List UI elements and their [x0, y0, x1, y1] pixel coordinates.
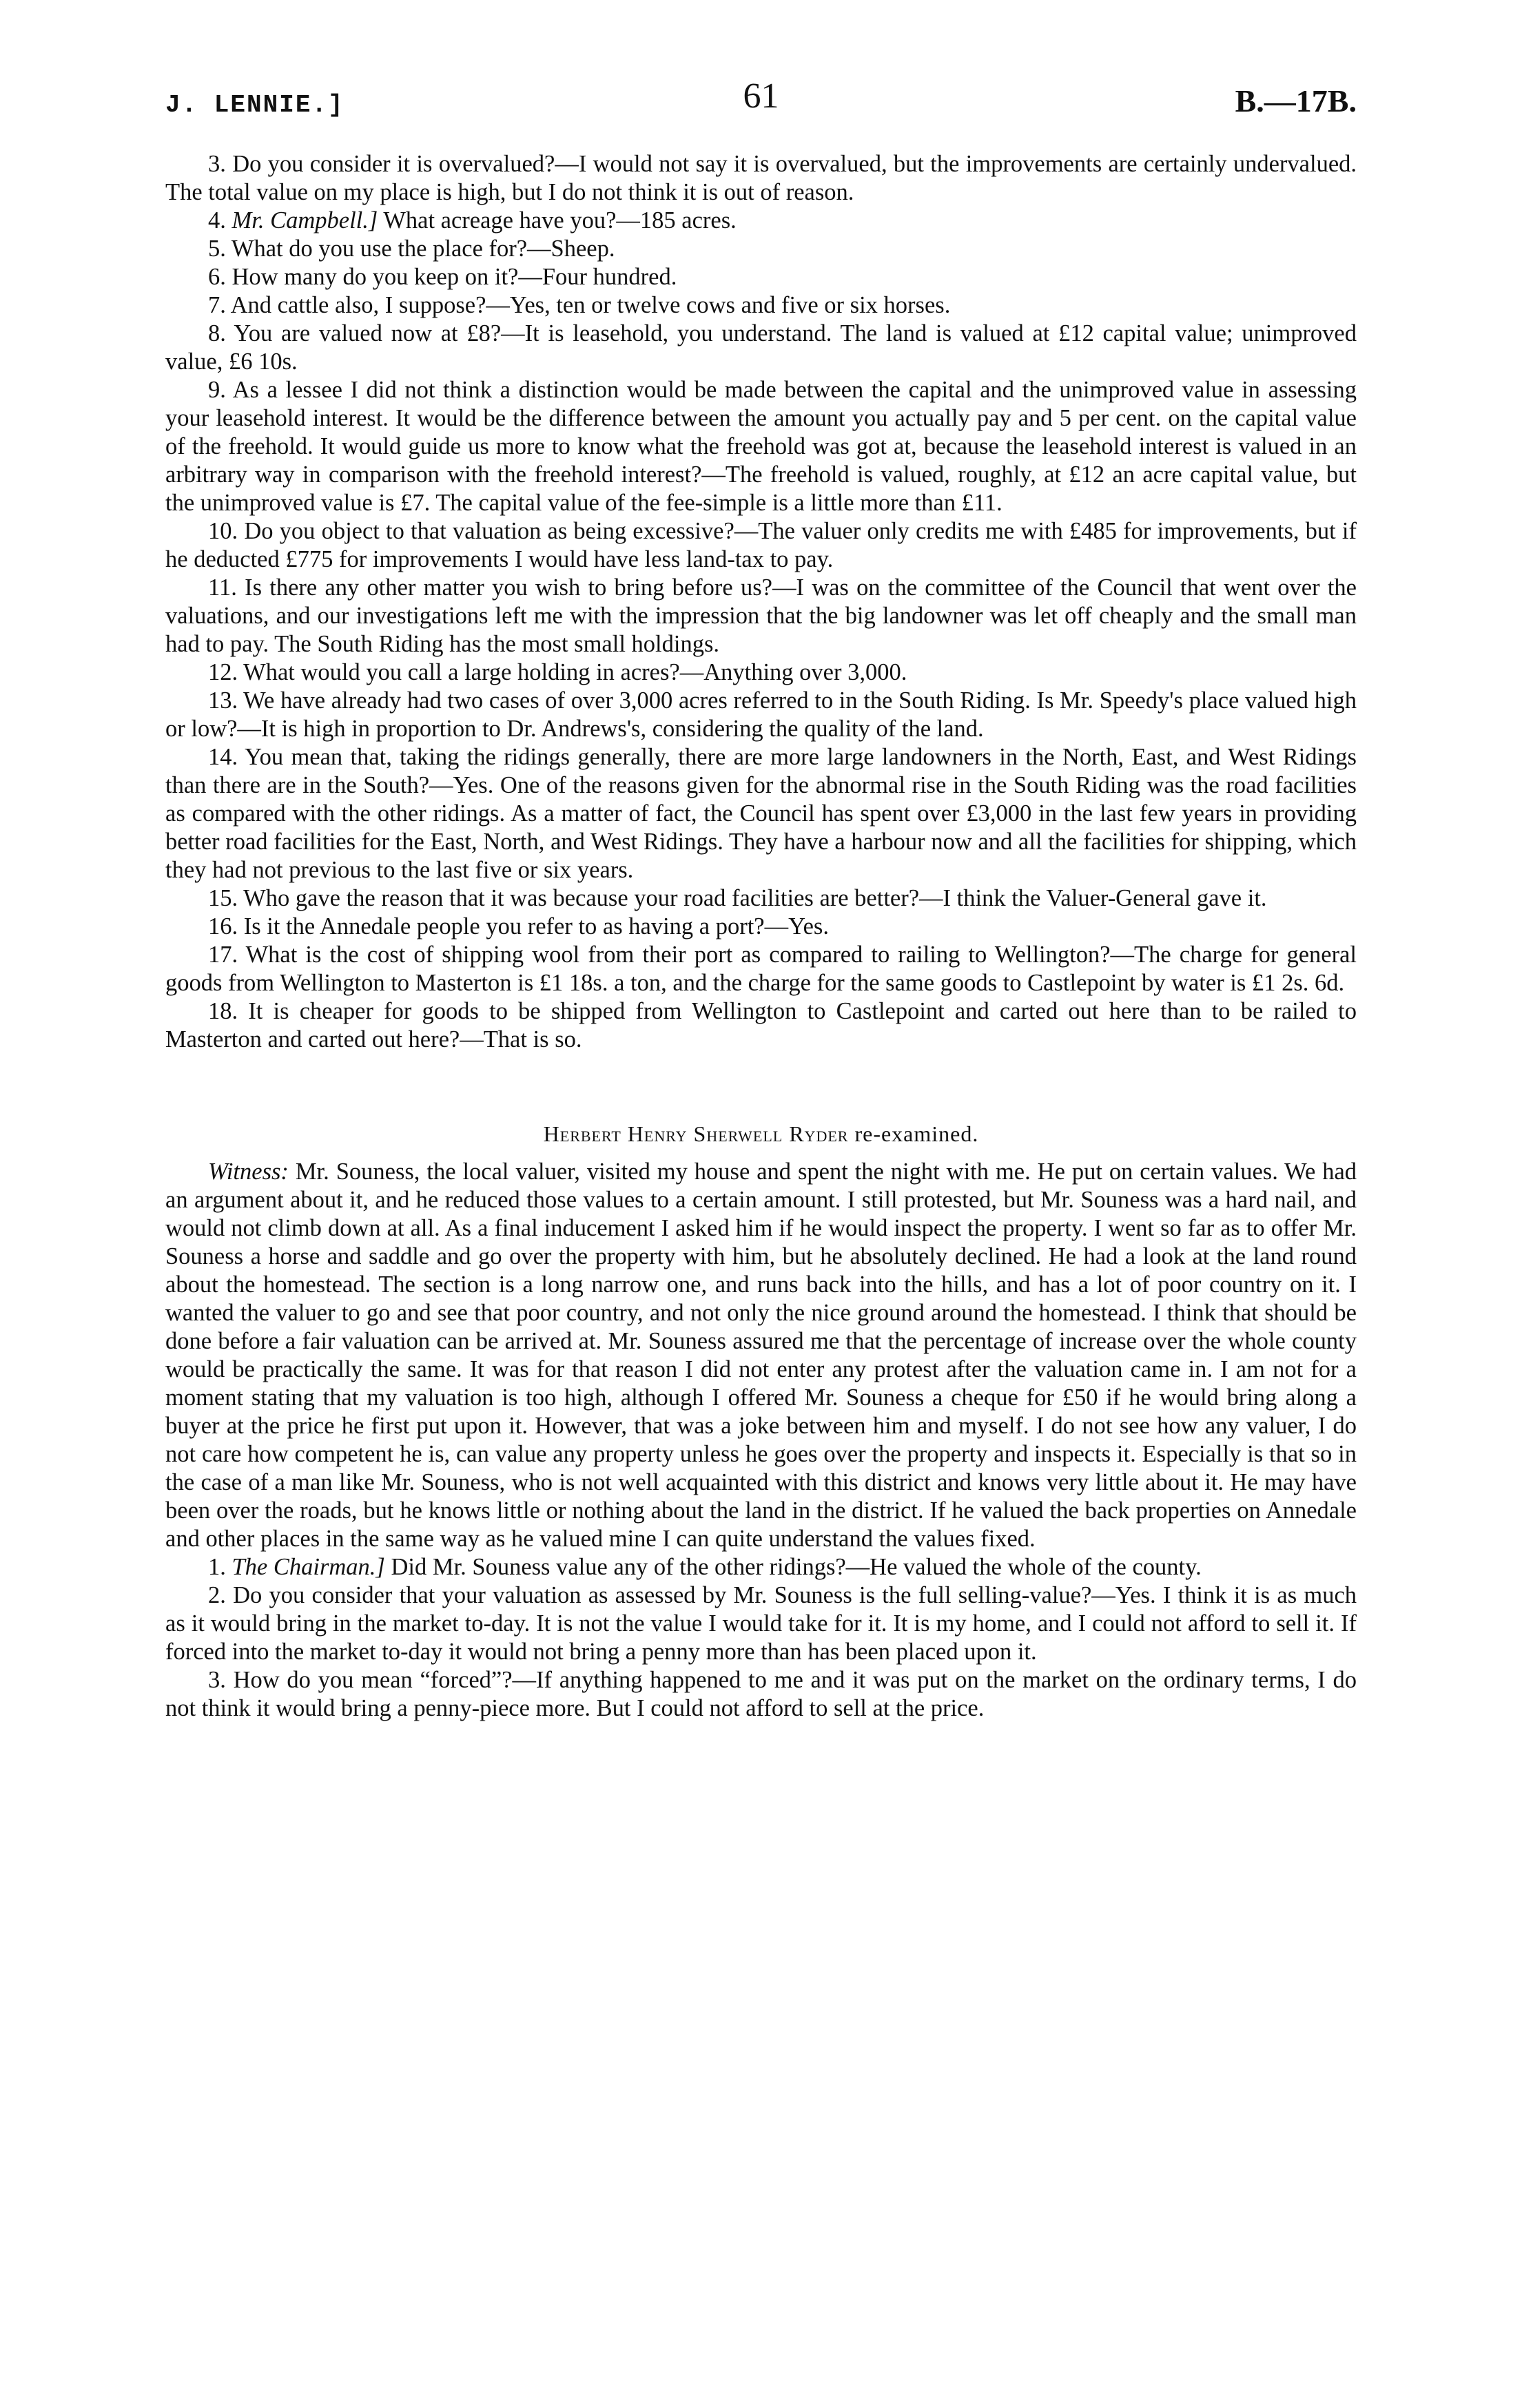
- speaker-name: Mr. Campbell.]: [232, 207, 378, 233]
- question-number: 4.: [208, 207, 226, 233]
- witness-heading: [165, 1120, 1357, 1148]
- question-text: And cattle also, I suppose?—Yes, ten or twelve cows and five or six horses.: [230, 292, 951, 318]
- question-text: What acreage have you?—185 acres.: [383, 207, 737, 233]
- question-paragraph: [165, 150, 1357, 207]
- question-paragraph: [165, 263, 1357, 291]
- question-number: 17.: [208, 942, 238, 968]
- question-number: 15.: [208, 885, 238, 911]
- question-text: What would you call a large holding in acres?—Anything over 3,000.: [243, 659, 907, 685]
- question-number: 16.: [208, 913, 238, 940]
- question-text: What is the cost of shipping wool from their port as compared to railing to Wellington?—The charge for general goods from Wellington to Masterton is £1 18s. a ton, and the charge for the same goods to Castlepoint by water is £1 2s. 6d.: [165, 942, 1357, 996]
- question-number: 11.: [208, 574, 237, 601]
- question-number: 10.: [208, 518, 238, 544]
- question-paragraph: [165, 687, 1357, 743]
- question-number: 1.: [208, 1554, 226, 1580]
- question-paragraph: [165, 997, 1357, 1054]
- question-paragraph: [165, 658, 1357, 687]
- question-text: You mean that, taking the ridings generally, there are more large landowners in the North, East, and West Ridings than there are in the South?—Yes. One of the reasons given for the abnormal rise in the South Riding was the road facilities as compared with the other ridings. As a matter of fact, the Council has spent over £3,000 in the last few years in providing better road facilities for the East, North, and West Ridings. They have a harbour now and all the facilities for shipping, which they had not previous to the last five or six years.: [165, 744, 1357, 883]
- question-number: 7.: [208, 292, 226, 318]
- question-paragraph: [165, 1666, 1357, 1723]
- question-paragraph: [165, 574, 1357, 658]
- question-paragraph: [165, 291, 1357, 320]
- question-number: 6.: [208, 264, 226, 290]
- question-paragraph: [165, 1581, 1357, 1666]
- question-paragraph: [165, 743, 1357, 884]
- question-number: 5.: [208, 236, 226, 262]
- question-paragraph: [165, 376, 1357, 517]
- witness-heading-suffix: re-examined.: [854, 1121, 979, 1146]
- question-paragraph: [165, 913, 1357, 941]
- question-number: 8.: [208, 320, 226, 346]
- question-paragraph: [165, 884, 1357, 913]
- question-text: Do you consider that your valuation as assessed by Mr. Souness is the full selling-value?—Yes. I think it is as much as it would bring in the market to-day. It is not the value I would take for it. It is my home, and I could not afford to sell it. If forced into the market to-day it would not bring a penny more than has been placed upon it.: [165, 1582, 1357, 1665]
- question-text: Is it the Annedale people you refer to as having a port?—Yes.: [243, 913, 829, 940]
- question-text: It is cheaper for goods to be shipped from Wellington to Castlepoint and carted out here than to be railed to Masterton and carted out here?—That is so.: [165, 998, 1357, 1052]
- witness-statement-text: Mr. Souness, the local valuer, visited my house and spent the night with me. He put on certain values. We had an argument about it, and he reduced those values to a certain amount. I still protested, but Mr. Souness was a hard nail, and would not climb down at all. As a final inducement I asked him if he would inspect the property. I went so far as to offer Mr. Souness a horse and saddle and go over the property with him, but he absolutely declined. He had a look at the land round about the homestead. The section is a long narrow one, and runs back into the hills, and has a lot of poor country on it. I wanted the valuer to go and see that poor country, and not only the nice ground around the homestead. I think that should be done before a fair valuation can be arrived at. Mr. Souness assured me that the percentage of increase over the whole county would be practically the same. It was for that reason I did not enter any protest after the valuation came in. I am not for a moment stating that my valuation is too high, although I offered Mr. Souness a cheque for £50 if he would bring along a buyer at the price he first put upon it. However, that was a joke between him and myself. I do not see how any valuer, I do not care how competent he is, can value any property unless he goes over the property and inspects it. Especially is that so in the case of a man like Mr. Souness, who is not well acquainted with this district and knows very little about it. He may have been over the roads, but he knows little or nothing about the land in the district. If he valued the back properties on Annedale and other places in the same way as he valued mine I can quite understand the values fixed.: [165, 1159, 1357, 1552]
- question-text: You are valued now at £8?—It is leasehold, you understand. The land is valued at £12 capital value; unimproved value, £6 10s.: [165, 320, 1357, 375]
- question-number: 3.: [208, 1667, 226, 1693]
- question-text: Is there any other matter you wish to bring before us?—I was on the committee of the Council that went over the valuations, and our investigations left me with the impression that the big landowner was let off cheaply and the small man had to pay. The South Riding has the most small holdings.: [165, 574, 1357, 657]
- question-text: Did Mr. Souness value any of the other ridings?—He valued the whole of the county.: [391, 1554, 1202, 1580]
- question-number: 12.: [208, 659, 238, 685]
- question-text: How do you mean “forced”?—If anything happened to me and it was put on the market on the ordinary terms, I do not think it would bring a penny-piece more. But I could not afford to sell at the price.: [165, 1667, 1357, 1721]
- question-paragraph: [165, 1553, 1357, 1581]
- testimony-section-lennie: [165, 150, 1357, 1054]
- speaker-name: The Chairman.]: [232, 1554, 385, 1580]
- question-text: How many do you keep on it?—Four hundred.: [232, 264, 677, 290]
- body-text: [165, 150, 1357, 1723]
- question-text: As a lessee I did not think a distinction would be made between the capital and the unimproved value in assessing your leasehold interest. It would be the difference between the amount you actually pay and 5 per cent. on the capital value of the freehold. It would guide us more to know what the freehold was got at, because the leasehold interest is valued in an arbitrary way in comparison with the freehold interest?—The freehold is valued, roughly, at £12 an acre capital value, but the unimproved value is £7. The capital value of the fee-simple is a little more than £11.: [165, 377, 1357, 516]
- testimony-section-ryder: [165, 1553, 1357, 1723]
- question-number: 2.: [208, 1582, 226, 1608]
- page-header: [165, 76, 1357, 138]
- question-text: We have already had two cases of over 3,000 acres referred to in the South Riding. Is Mr. Speedy's place valued high or low?—It is high in proportion to Dr. Andrews's, considering the quality of the land.: [165, 687, 1357, 742]
- question-paragraph: [165, 941, 1357, 997]
- header-witness-name: J. LENNIE.]: [165, 91, 344, 119]
- witness-heading-name: Herbert Henry Sherwell Ryder: [543, 1121, 849, 1146]
- question-number: 13.: [208, 687, 238, 714]
- question-text: Who gave the reason that it was because your road facilities are better?—I think the Valuer-General gave it.: [243, 885, 1267, 911]
- question-paragraph: [165, 320, 1357, 376]
- question-text: What do you use the place for?—Sheep.: [231, 236, 615, 262]
- question-text: Do you consider it is overvalued?—I would not say it is overvalued, but the improvements are certainly undervalued. The total value on my place is high, but I do not think it is out of reason.: [165, 151, 1357, 205]
- question-number: 3.: [208, 151, 226, 177]
- question-number: 9.: [208, 377, 226, 403]
- witness-statement: [165, 1158, 1357, 1553]
- question-paragraph: [165, 235, 1357, 263]
- page-number: 61: [743, 76, 779, 116]
- question-paragraph: [165, 517, 1357, 574]
- question-text: Do you object to that valuation as being excessive?—The valuer only credits me with £485 for improvements, but if he deducted £775 for improvements I would have less land-tax to pay.: [165, 518, 1357, 572]
- question-paragraph: [165, 207, 1357, 235]
- witness-label: Witness:: [208, 1159, 289, 1185]
- question-number: 14.: [208, 744, 238, 770]
- document-reference: B.—17B.: [1235, 83, 1357, 118]
- question-number: 18.: [208, 998, 238, 1024]
